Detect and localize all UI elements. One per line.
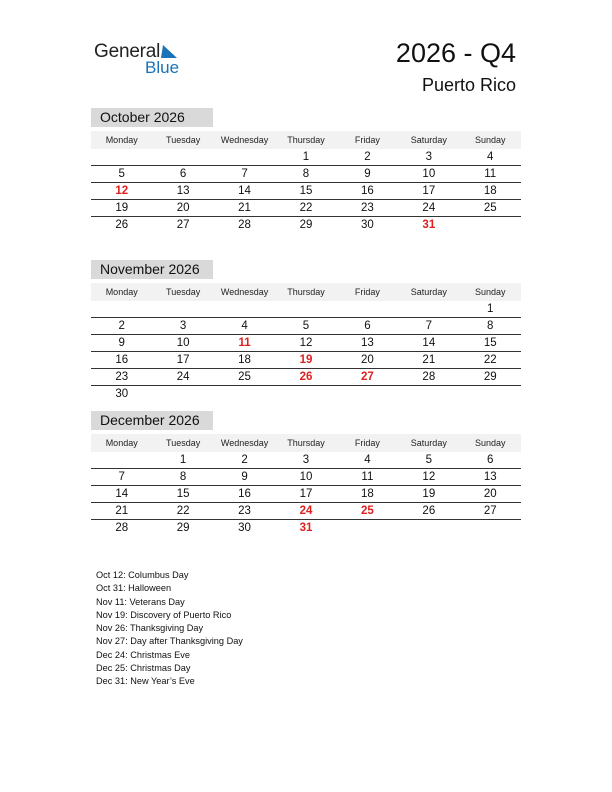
day-cell: 14 bbox=[238, 185, 251, 197]
day-cell: 11 bbox=[361, 471, 374, 483]
holiday-list-item: Nov 19: Discovery of Puerto Rico bbox=[96, 609, 232, 620]
week-row bbox=[91, 503, 521, 520]
day-cell: 7 bbox=[425, 320, 433, 332]
month-header: October 2026 bbox=[91, 108, 213, 127]
week-row bbox=[91, 469, 521, 486]
holiday-day-cell: 27 bbox=[361, 371, 374, 383]
day-cell: 28 bbox=[115, 522, 129, 534]
day-cell: 17 bbox=[299, 488, 313, 500]
weekday-label: Monday bbox=[105, 438, 138, 448]
day-cell: 20 bbox=[361, 354, 374, 366]
weekday-label: Wednesday bbox=[220, 135, 269, 145]
holiday-day-cell: 31 bbox=[422, 219, 436, 231]
day-cell: 18 bbox=[238, 354, 251, 366]
day-cell: 15 bbox=[176, 488, 190, 500]
day-cell: 19 bbox=[115, 202, 129, 214]
day-cell: 30 bbox=[238, 522, 251, 534]
weekday-label: Saturday bbox=[410, 135, 447, 145]
weekday-label: Monday bbox=[105, 135, 138, 145]
day-cell bbox=[152, 149, 213, 165]
day-cell: 17 bbox=[422, 185, 436, 197]
holiday-day-cell: 19 bbox=[299, 354, 313, 366]
holiday-list-item: Nov 27: Day after Thanksgiving Day bbox=[96, 636, 243, 647]
day-cell: 8 bbox=[302, 168, 310, 180]
weekday-label: Wednesday bbox=[220, 287, 269, 297]
day-cell: 18 bbox=[361, 488, 374, 500]
day-cell: 9 bbox=[241, 471, 248, 483]
holiday-day-cell: 12 bbox=[115, 185, 129, 197]
day-cell: 28 bbox=[422, 371, 436, 383]
week-row bbox=[91, 369, 521, 386]
day-cell: 20 bbox=[483, 488, 497, 500]
logo-triangle-icon bbox=[161, 45, 177, 59]
month-header: December 2026 bbox=[91, 411, 213, 430]
day-cell: 29 bbox=[299, 219, 313, 231]
holiday-list-item: Dec 31: New Year’s Eve bbox=[96, 676, 195, 687]
weekday-label: Saturday bbox=[410, 287, 447, 297]
day-cell: 9 bbox=[364, 168, 371, 180]
day-cell: 29 bbox=[176, 522, 190, 534]
day-cell bbox=[398, 386, 459, 403]
day-cell bbox=[398, 301, 459, 317]
day-cell bbox=[91, 149, 152, 165]
weekday-label: Thursday bbox=[287, 135, 325, 145]
weekday-label: Sunday bbox=[474, 438, 506, 448]
day-cell: 3 bbox=[425, 151, 433, 163]
day-cell: 1 bbox=[487, 303, 494, 315]
day-cell: 13 bbox=[483, 471, 497, 483]
week-row bbox=[91, 149, 521, 166]
day-cell bbox=[214, 386, 275, 403]
week-row bbox=[91, 352, 521, 369]
holiday-day-cell: 25 bbox=[361, 505, 374, 517]
day-cell: 1 bbox=[302, 151, 310, 163]
day-cell: 27 bbox=[176, 219, 190, 231]
day-cell: 22 bbox=[483, 354, 497, 366]
day-cell: 15 bbox=[483, 337, 497, 349]
day-cell: 13 bbox=[361, 337, 374, 349]
week-row bbox=[91, 335, 521, 352]
day-cell bbox=[460, 520, 521, 537]
weekday-header-row bbox=[91, 131, 521, 149]
month-december bbox=[91, 411, 521, 537]
holiday-list-item: Dec 24: Christmas Eve bbox=[96, 649, 190, 660]
day-cell: 6 bbox=[487, 454, 494, 466]
day-cell: 15 bbox=[299, 185, 313, 197]
holiday-list-item: Oct 31: Halloween bbox=[96, 583, 172, 594]
day-cell: 18 bbox=[483, 185, 497, 197]
logo-general-text: General bbox=[94, 41, 161, 62]
month-november bbox=[91, 260, 521, 403]
holiday-day-cell: 26 bbox=[299, 371, 313, 383]
day-cell: 2 bbox=[364, 151, 371, 163]
day-cell: 29 bbox=[483, 371, 497, 383]
holiday-day-cell: 11 bbox=[238, 337, 251, 349]
logo-blue-text: Blue bbox=[145, 58, 180, 77]
day-cell: 26 bbox=[115, 219, 129, 231]
day-cell: 12 bbox=[422, 471, 436, 483]
holiday-list-item: Oct 12: Columbus Day bbox=[96, 570, 189, 580]
day-cell: 13 bbox=[176, 185, 190, 197]
day-cell: 2 bbox=[118, 320, 125, 332]
day-cell bbox=[398, 520, 459, 537]
weekday-header-row bbox=[91, 283, 521, 301]
day-cell: 2 bbox=[241, 454, 248, 466]
weekday-label: Tuesday bbox=[166, 287, 201, 297]
week-row bbox=[91, 301, 521, 318]
weekday-label: Sunday bbox=[474, 287, 506, 297]
week-row bbox=[91, 200, 521, 217]
day-cell: 6 bbox=[364, 320, 371, 332]
holiday-list-item: Nov 26: Thanksgiving Day bbox=[96, 623, 204, 634]
day-cell: 23 bbox=[361, 202, 374, 214]
day-cell bbox=[460, 217, 521, 234]
holiday-list bbox=[96, 569, 396, 689]
day-cell bbox=[91, 301, 152, 317]
week-row bbox=[91, 386, 521, 403]
month-header: November 2026 bbox=[91, 260, 213, 279]
day-cell: 6 bbox=[179, 168, 187, 180]
week-row bbox=[91, 318, 521, 335]
weekday-label: Tuesday bbox=[166, 135, 201, 145]
day-cell: 17 bbox=[176, 354, 190, 366]
day-cell: 20 bbox=[176, 202, 190, 214]
day-cell: 16 bbox=[115, 354, 129, 366]
day-cell: 19 bbox=[422, 488, 436, 500]
holiday-day-cell: 24 bbox=[299, 505, 313, 517]
day-cell: 28 bbox=[238, 219, 251, 231]
day-cell: 21 bbox=[422, 354, 436, 366]
day-cell: 30 bbox=[115, 388, 129, 400]
week-row bbox=[91, 486, 521, 503]
day-cell: 5 bbox=[118, 168, 125, 180]
weekday-label: Wednesday bbox=[220, 438, 269, 448]
month-october bbox=[91, 108, 521, 234]
weekday-label: Sunday bbox=[474, 135, 506, 145]
weekday-label: Friday bbox=[354, 135, 380, 145]
day-cell bbox=[275, 301, 336, 317]
day-cell: 21 bbox=[238, 202, 251, 214]
day-cell: 16 bbox=[238, 488, 251, 500]
day-cell bbox=[214, 301, 275, 317]
day-cell: 25 bbox=[483, 202, 497, 214]
day-cell: 7 bbox=[241, 168, 248, 180]
day-cell: 8 bbox=[179, 471, 187, 483]
day-cell: 21 bbox=[115, 505, 129, 517]
weekday-label: Thursday bbox=[287, 287, 325, 297]
day-cell: 16 bbox=[361, 185, 374, 197]
day-cell: 14 bbox=[115, 488, 129, 500]
day-cell: 4 bbox=[364, 454, 371, 466]
weekday-header-row bbox=[91, 434, 521, 452]
weekday-label: Monday bbox=[105, 287, 138, 297]
day-cell bbox=[152, 301, 213, 317]
week-row bbox=[91, 452, 521, 469]
day-cell: 24 bbox=[176, 371, 190, 383]
day-cell bbox=[460, 386, 521, 403]
weekday-label: Tuesday bbox=[166, 438, 201, 448]
day-cell: 5 bbox=[425, 454, 433, 466]
day-cell: 7 bbox=[118, 471, 125, 483]
week-row bbox=[91, 183, 521, 200]
page-title: 2026 - Q4 bbox=[395, 38, 516, 68]
week-row bbox=[91, 166, 521, 183]
day-cell: 10 bbox=[422, 168, 436, 180]
day-cell: 3 bbox=[302, 454, 310, 466]
day-cell: 25 bbox=[238, 371, 251, 383]
day-cell: 27 bbox=[483, 505, 497, 517]
day-cell: 5 bbox=[302, 320, 310, 332]
weekday-label: Thursday bbox=[287, 438, 325, 448]
day-cell: 22 bbox=[299, 202, 313, 214]
day-cell: 4 bbox=[487, 151, 494, 163]
country-title: Puerto Rico bbox=[421, 75, 516, 95]
day-cell: 9 bbox=[118, 337, 125, 349]
day-cell: 14 bbox=[422, 337, 436, 349]
day-cell bbox=[275, 386, 336, 403]
day-cell: 23 bbox=[238, 505, 251, 517]
day-cell: 12 bbox=[299, 337, 313, 349]
day-cell bbox=[337, 301, 398, 317]
weekday-label: Friday bbox=[354, 438, 380, 448]
day-cell: 30 bbox=[361, 219, 374, 231]
week-row bbox=[91, 520, 521, 537]
day-cell bbox=[337, 520, 398, 537]
day-cell bbox=[91, 452, 152, 468]
holiday-list-item: Nov 11: Veterans Day bbox=[96, 596, 185, 607]
day-cell: 10 bbox=[176, 337, 190, 349]
day-cell: 11 bbox=[484, 168, 497, 180]
holiday-list-item: Dec 25: Christmas Day bbox=[96, 663, 191, 674]
day-cell bbox=[152, 386, 213, 403]
day-cell: 8 bbox=[487, 320, 494, 332]
day-cell bbox=[214, 149, 275, 165]
day-cell: 1 bbox=[179, 454, 187, 466]
day-cell: 23 bbox=[115, 371, 129, 383]
holiday-day-cell: 31 bbox=[299, 522, 313, 534]
day-cell: 26 bbox=[422, 505, 436, 517]
day-cell: 3 bbox=[179, 320, 187, 332]
day-cell: 10 bbox=[299, 471, 313, 483]
day-cell: 4 bbox=[241, 320, 248, 332]
day-cell: 22 bbox=[176, 505, 190, 517]
day-cell: 24 bbox=[422, 202, 436, 214]
day-cell bbox=[337, 386, 398, 403]
logo bbox=[94, 41, 194, 77]
weekday-label: Saturday bbox=[410, 438, 447, 448]
week-row bbox=[91, 217, 521, 234]
weekday-label: Friday bbox=[354, 287, 380, 297]
